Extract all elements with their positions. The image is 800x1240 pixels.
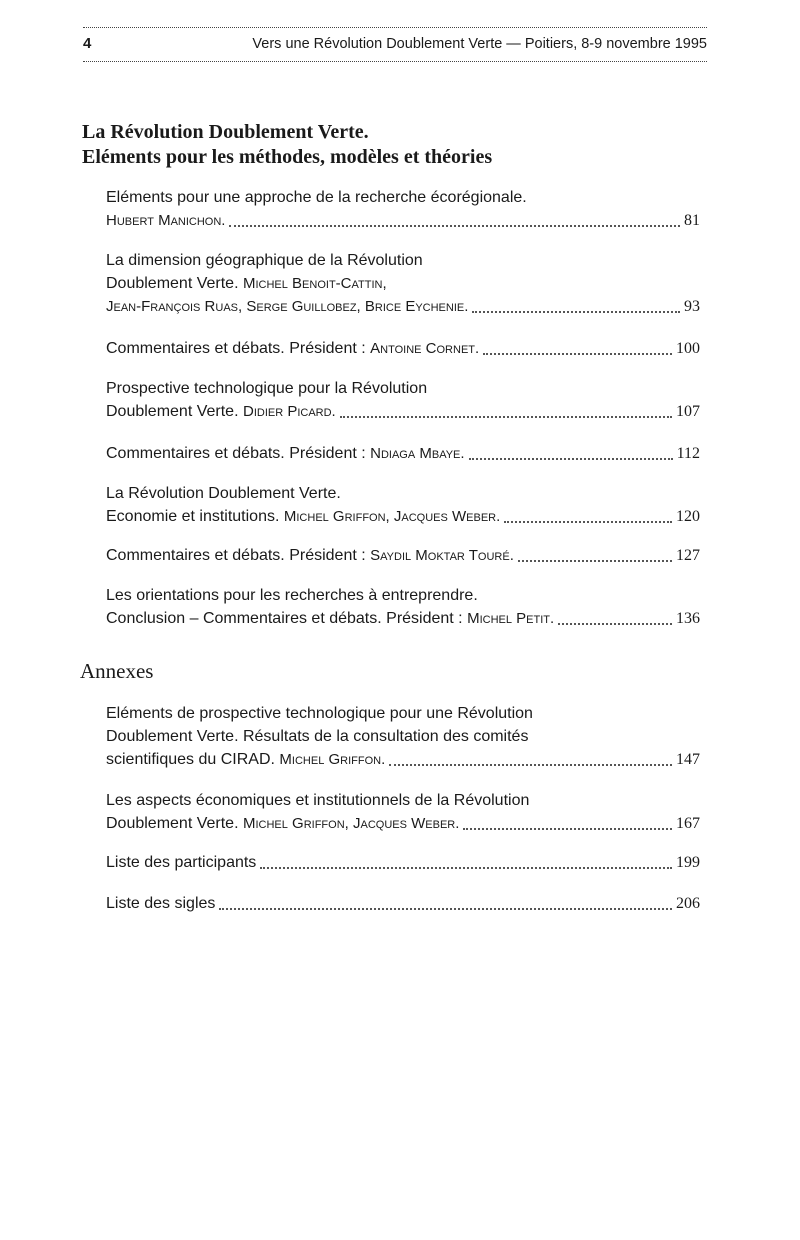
toc-page-number: 199 xyxy=(676,854,700,871)
toc-entry-text: Commentaires et débats. Président : xyxy=(106,547,366,564)
toc-page-number: 107 xyxy=(676,403,700,420)
toc-entry-title: Doublement Verte. Résultats de la consultation des comités xyxy=(106,728,529,745)
toc-entry-text: scientifiques du CIRAD. xyxy=(106,751,275,768)
toc-entry-text: Doublement Verte. xyxy=(106,275,239,292)
toc-entry xyxy=(106,851,700,874)
toc-entry-authors: Michel Griffon. xyxy=(279,751,386,768)
toc-page-number: 136 xyxy=(676,610,700,627)
toc-entry xyxy=(106,702,700,771)
toc-entry-authors: Michel Griffon, Jacques Weber. xyxy=(283,508,501,525)
dot-leader xyxy=(463,828,672,830)
toc-entry-title: Les aspects économiques et institutionnels de la Révolution xyxy=(106,792,530,809)
toc-entry-authors: Jean-François Ruas, Serge Guillobez, Brice Eychenie. xyxy=(106,298,469,315)
toc-entry xyxy=(106,442,700,465)
section-title-line2: Eléments pour les méthodes, modèles et théories xyxy=(82,146,493,168)
toc-entry-leader-line xyxy=(106,544,700,567)
toc-entry-leader-line xyxy=(106,812,700,835)
toc-page-number: 147 xyxy=(676,751,700,768)
page-number: 4 xyxy=(83,35,92,52)
toc-entry-text: Liste des participants xyxy=(106,854,257,871)
toc-entry-text: Commentaires et débats. Président : xyxy=(106,340,366,357)
toc-entry xyxy=(106,337,700,360)
toc-entry xyxy=(106,544,700,567)
toc-page-number: 112 xyxy=(676,445,700,462)
toc-entry xyxy=(106,377,700,423)
dot-leader xyxy=(389,764,672,766)
dot-leader xyxy=(558,623,672,625)
annexes-title: Annexes xyxy=(80,659,154,683)
toc-entry-leader-line xyxy=(106,505,700,528)
toc-entry xyxy=(106,584,700,630)
toc-entry xyxy=(106,186,700,232)
running-header xyxy=(83,27,707,62)
toc-entry-leader-line xyxy=(106,892,700,915)
toc-page-number: 81 xyxy=(684,212,700,229)
dot-leader xyxy=(340,416,672,418)
toc-page-number: 93 xyxy=(684,298,700,315)
dot-leader xyxy=(504,521,672,523)
section-title-line1: La Révolution Doublement Verte. xyxy=(82,121,369,143)
toc-entry-leader-line xyxy=(106,607,700,630)
toc-entry-text: Economie et institutions. xyxy=(106,508,280,525)
toc-entry xyxy=(106,482,700,528)
toc-page-number: 167 xyxy=(676,815,700,832)
toc-page-number: 206 xyxy=(676,895,700,912)
toc-entry-authors: Didier Picard. xyxy=(242,403,336,420)
dot-leader xyxy=(219,908,672,910)
toc-page-number: 100 xyxy=(676,340,700,357)
toc-entry-text: Doublement Verte. xyxy=(106,403,239,420)
toc-entry-title: La Révolution Doublement Verte. xyxy=(106,485,341,502)
toc-entry-authors: Michel Griffon, Jacques Weber. xyxy=(242,815,460,832)
dot-leader xyxy=(483,353,672,355)
dot-leader xyxy=(518,560,672,562)
dot-leader xyxy=(469,458,673,460)
toc-entry-authors: Michel Petit. xyxy=(467,610,555,627)
toc-entry-text: Doublement Verte. xyxy=(106,815,239,832)
toc-entry-title: La dimension géographique de la Révolution xyxy=(106,252,423,269)
toc-entry-authors: Ndiaga Mbaye. xyxy=(370,445,465,462)
toc-entry-leader-line xyxy=(106,748,700,771)
toc-entry-leader-line xyxy=(106,851,700,874)
toc-entry xyxy=(106,249,700,318)
toc-entry-authors: Michel Benoit-Cattin, xyxy=(242,275,387,292)
dot-leader xyxy=(472,311,680,313)
toc-entry-text: Conclusion – Commentaires et débats. Président : xyxy=(106,610,463,627)
toc-entry-leader-line xyxy=(106,209,700,232)
toc-page-number: 120 xyxy=(676,508,700,525)
toc-entry-leader-line xyxy=(106,400,700,423)
toc-entry-leader-line xyxy=(106,295,700,318)
toc-page-number: 127 xyxy=(676,547,700,564)
toc-entry-authors: Hubert Manichon. xyxy=(106,212,226,229)
toc-entry xyxy=(106,892,700,915)
toc-entry-title: Prospective technologique pour la Révolution xyxy=(106,380,428,397)
toc-entry-text: Liste des sigles xyxy=(106,895,216,912)
dot-leader xyxy=(229,225,680,227)
toc-entry-authors: Saydil Moktar Touré. xyxy=(370,547,514,564)
toc-entry-title: Eléments pour une approche de la recherche écorégionale. xyxy=(106,189,527,206)
toc-entry-leader-line xyxy=(106,442,700,465)
toc-entry-leader-line xyxy=(106,337,700,360)
toc-entry-title: Les orientations pour les recherches à entreprendre. xyxy=(106,587,478,604)
dot-leader xyxy=(260,867,672,869)
toc-entry-authors: Antoine Cornet. xyxy=(370,340,480,357)
toc-entry xyxy=(106,789,700,835)
toc-entry-text: Commentaires et débats. Président : xyxy=(106,445,366,462)
running-title: Vers une Révolution Doublement Verte — Poitiers, 8-9 novembre 1995 xyxy=(252,36,707,52)
toc-entry-title: Eléments de prospective technologique pour une Révolution xyxy=(106,705,533,722)
